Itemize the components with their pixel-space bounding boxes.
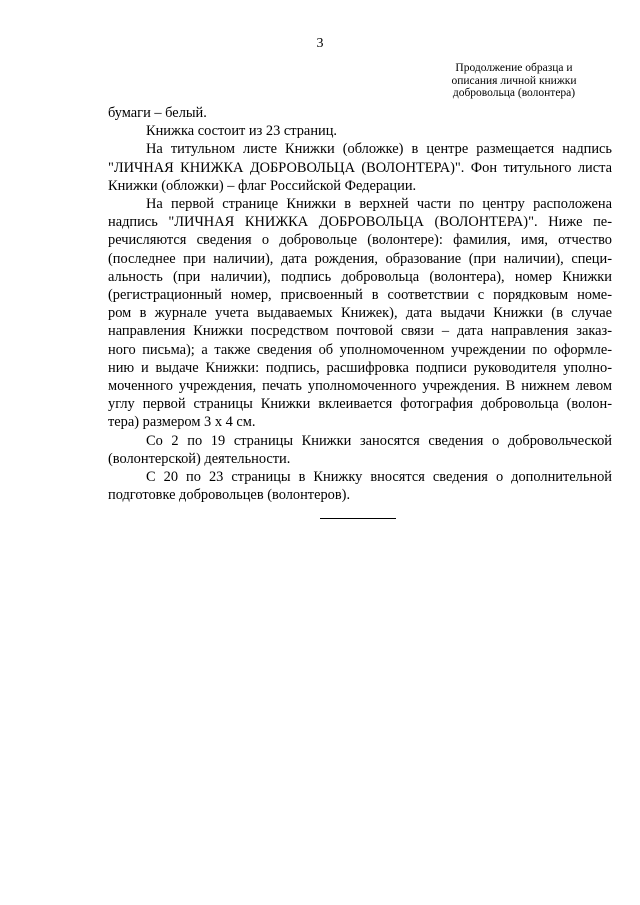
paragraph-pages-2-19 bbox=[108, 432, 612, 468]
text-line: "ЛИЧНАЯ КНИЖКА ДОБРОВОЛЬЦА (ВОЛОНТЕРА)". Фон титульного листа bbox=[108, 159, 612, 176]
text-line: (последнее при наличии), дата рождения, образование (при наличии), специ- bbox=[108, 250, 612, 267]
body-text bbox=[108, 104, 612, 504]
text-line: (волонтерской) деятельности. bbox=[108, 450, 291, 467]
text-line: С 20 по 23 страницы в Книжку вносятся сведения о дополнительной bbox=[146, 469, 612, 486]
page-number: 3 bbox=[316, 36, 324, 51]
paragraph-title-page bbox=[108, 140, 612, 195]
text-line: моченного учреждения, печать уполномоченного учреждения. В нижнем левом bbox=[108, 378, 612, 395]
header-note-line: Продолжение образца и bbox=[455, 62, 573, 74]
text-line: бумаги – белый. bbox=[108, 105, 207, 121]
paragraph-pages-20-23 bbox=[108, 468, 612, 504]
text-line: Книжка состоит из 23 страниц. bbox=[146, 123, 338, 140]
end-divider bbox=[320, 518, 396, 519]
text-line: тера) размером 3 х 4 см. bbox=[108, 414, 256, 431]
text-line: ром в журнале учета выдаваемых Книжек), дата выдачи Книжки (в случае bbox=[108, 305, 612, 322]
paragraph-page-count bbox=[108, 122, 612, 140]
text-line: углу первой страницы Книжки вклеивается фотография добровольца (волон- bbox=[108, 396, 612, 413]
text-line: (регистрационный номер, присвоенный в соответствии с порядковым номе- bbox=[108, 287, 612, 304]
text-line: На первой странице Книжки в верхней части по центру расположена bbox=[146, 196, 612, 213]
text-line: направления Книжки посредством почтовой связи – дата направления заказ- bbox=[108, 323, 612, 340]
text-line: Со 2 по 19 страницы Книжки заносятся сведения о добровольческой bbox=[146, 432, 612, 449]
text-line: речисляются сведения о добровольце (волонтере): фамилия, имя, отчество bbox=[108, 232, 612, 249]
text-line: надпись "ЛИЧНАЯ КНИЖКА ДОБРОВОЛЬЦА (ВОЛОНТЕРА)". Ниже пе- bbox=[108, 214, 612, 231]
paragraph-continuation bbox=[108, 104, 612, 122]
text-line: подготовке добровольцев (волонтеров). bbox=[108, 487, 351, 504]
text-line: На титульном листе Книжки (обложке) в центре размещается надпись bbox=[146, 141, 612, 158]
paragraph-first-page bbox=[108, 195, 612, 432]
header-note bbox=[440, 62, 588, 100]
header-note-line: описания личной книжки bbox=[451, 74, 577, 87]
header-note-line: добровольца (волонтера) bbox=[452, 87, 576, 99]
text-line: нию и выдаче Книжки: подпись, расшифровка подписи руководителя уполно- bbox=[108, 359, 612, 376]
text-line: Книжки (обложки) – флаг Российской Федерации. bbox=[108, 177, 417, 194]
text-line: ного письма); а также сведения об уполномоченном учреждении по оформле- bbox=[108, 341, 612, 358]
text-line: альность (при наличии), подпись добровольца (волонтера), номер Книжки bbox=[108, 268, 612, 285]
